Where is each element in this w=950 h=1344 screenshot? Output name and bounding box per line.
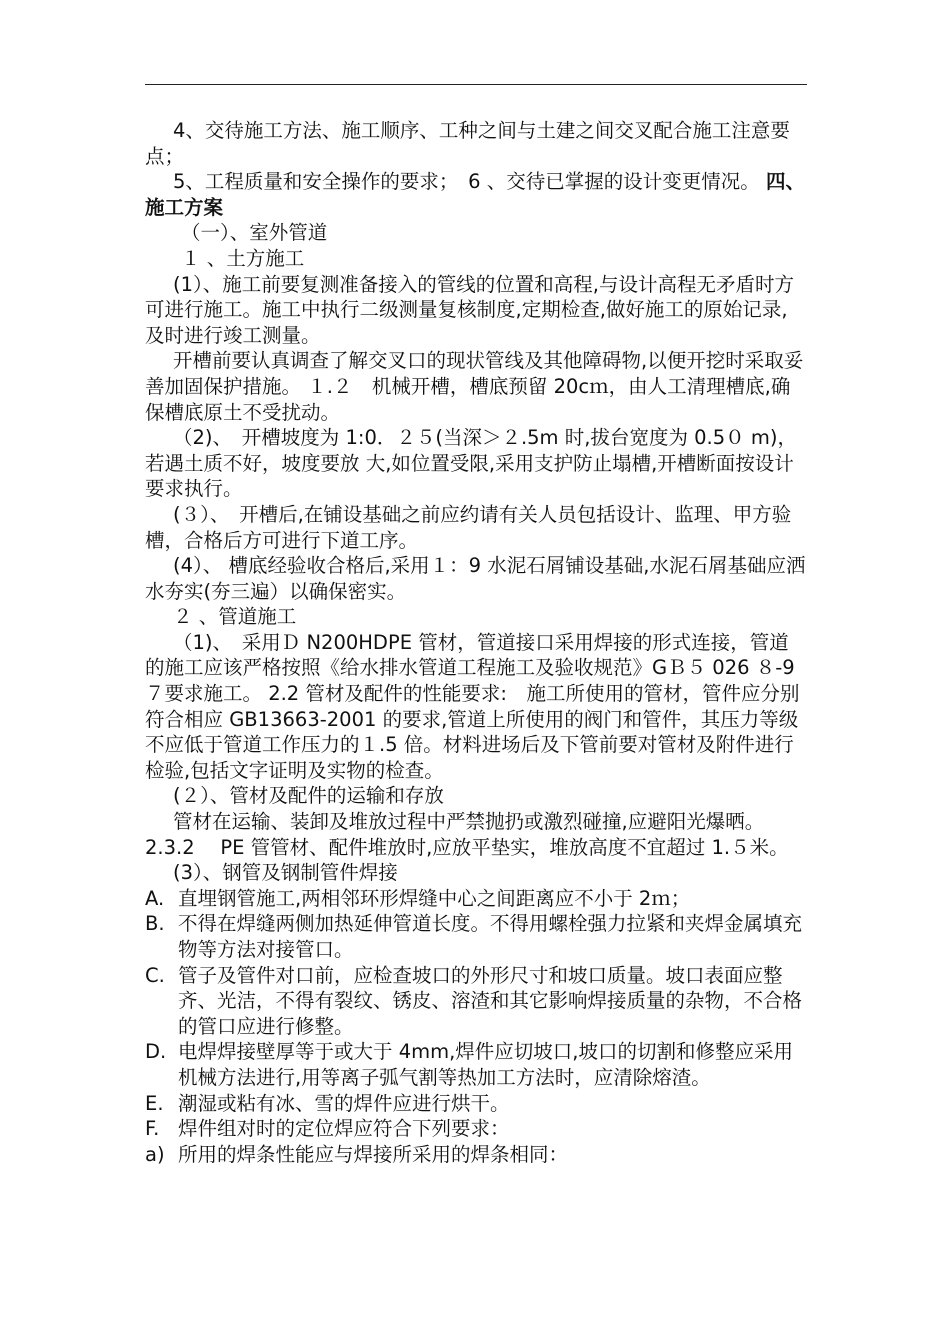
list-item xyxy=(145,911,807,962)
list-marker: B. xyxy=(145,912,165,936)
paragraph: (3）、钢管及钢制管件焊接 xyxy=(173,861,398,885)
list-marker: a) xyxy=(145,1142,165,1166)
list-item-text: 不得在焊缝两侧加热延伸管道长度。不得用螺栓强力拉紧和夹焊金属填充物等方法对接管口。 xyxy=(178,912,803,961)
list-item-text: 焊件组对时的定位焊应符合下列要求： xyxy=(178,1117,510,1141)
subsection-title: （一）、室外管道 xyxy=(181,221,328,245)
list-marker: E. xyxy=(145,1091,164,1115)
subsection-title: １ 、土方施工 xyxy=(181,246,305,270)
paragraph-text: 5、工程质量和安全操作的要求； 6 、交待已掌握的设计变更情况。 xyxy=(173,170,760,194)
list-item-text: 潮湿或粘有冰、雪的焊件应进行烘干。 xyxy=(178,1091,510,1115)
subsection-title: ２ 、管道施工 xyxy=(173,605,297,629)
paragraph: （2)、 开槽坡度为 1:0．２５(当深＞２.5m 时,拔台宽度为 0.5０ m)，若遇土质不好，坡度要放 大,如位置受限,采用支护防止塌槽,开槽断面按设计要求执行。 xyxy=(145,426,797,501)
paragraph: 4、交待施工方法、施工顺序、工种之间与土建之间交叉配合施工注意要点； xyxy=(145,119,790,168)
paragraph: (1）、施工前要复测准备接入的管线的位置和高程,与设计高程无矛盾时方可进行施工。施工中执行二级测量复核制度,定期检查,做好施工的原始记录,及时进行竣工测量。 xyxy=(145,272,794,347)
list-item-text: 直埋钢管施工,两相邻环形焊缝中心之间距离应不小于 2ｍ； xyxy=(178,886,691,910)
list-item-text: 管子及管件对口前，应检查坡口的外形尺寸和坡口质量。坡口表面应整齐、光洁，不得有裂纹、锈皮、溶渣和其它影响焊接质量的杂物，不合格的管口应进行修整。 xyxy=(178,963,803,1038)
list-item xyxy=(145,1116,807,1142)
list-item xyxy=(145,1091,807,1117)
section-heading: 四、施工方案 xyxy=(145,170,805,219)
list-marker: D. xyxy=(145,1040,167,1064)
paragraph xyxy=(145,169,807,220)
paragraph: （1)、 采用Ｄ N200HDPE 管材，管道接口采用焊接的形式连接，管道的施工应该严格按照《给水排水管道工程施工及验收规范》GＢ５ 026 ８-9 ７要求施工。 2.2 管材及配件的性能要求: 施工所使用的管材，管件应分别符合相应 GB13663-2001 的要求,管道上所使用的阀门和管件，其压力等级不应低于管道工作压力的１.5 倍。材料进场后及下管前要对管材及附件进行检验,包括文字证明及实物的检查。 xyxy=(145,630,800,782)
document-body xyxy=(145,118,807,1167)
list-marker: F. xyxy=(145,1117,160,1141)
list-item xyxy=(145,886,807,912)
paragraph: (4）、 槽底经验收合格后,采用１：9 水泥石屑铺设基础,水泥石屑基础应洒水夯实(夯三遍）以确保密实。 xyxy=(145,554,806,603)
list-item-text: 所用的焊条性能应与焊接所采用的焊条相同： xyxy=(178,1142,569,1166)
list-item xyxy=(145,963,807,1040)
list-marker: A. xyxy=(145,886,165,910)
paragraph: 开槽前要认真调查了解交叉口的现状管线及其他障碍物,以便开挖时采取妥善加固保护措施。 １.２ 机械开槽，槽底预留 20cｍ，由人工清理槽底,确保槽底原土不受扰动。 xyxy=(145,349,804,424)
list-item xyxy=(145,1039,807,1090)
paragraph: (２）、管材及配件的运输和存放 xyxy=(173,784,444,808)
paragraph: 管材在运输、装卸及堆放过程中严禁抛扔或激烈碰撞,应避阳光爆晒。 2.3.2 PE 管管材、配件堆放时,应放平垫实，堆放高度不宜超过 1.５米。 xyxy=(145,810,789,859)
list-item-text: 电焊焊接壁厚等于或大于 4mm,焊件应切坡口,坡口的切割和修整应采用机械方法进行,用等离子弧气割等热加工方法时，应清除熔渣。 xyxy=(178,1040,793,1089)
list-item xyxy=(145,1142,807,1168)
header-rule xyxy=(145,84,807,85)
list-marker: C. xyxy=(145,963,165,987)
paragraph: (３）、 开槽后,在铺设基础之前应约请有关人员包括设计、监理、甲方验槽，合格后方可进行下道工序。 xyxy=(145,502,792,552)
